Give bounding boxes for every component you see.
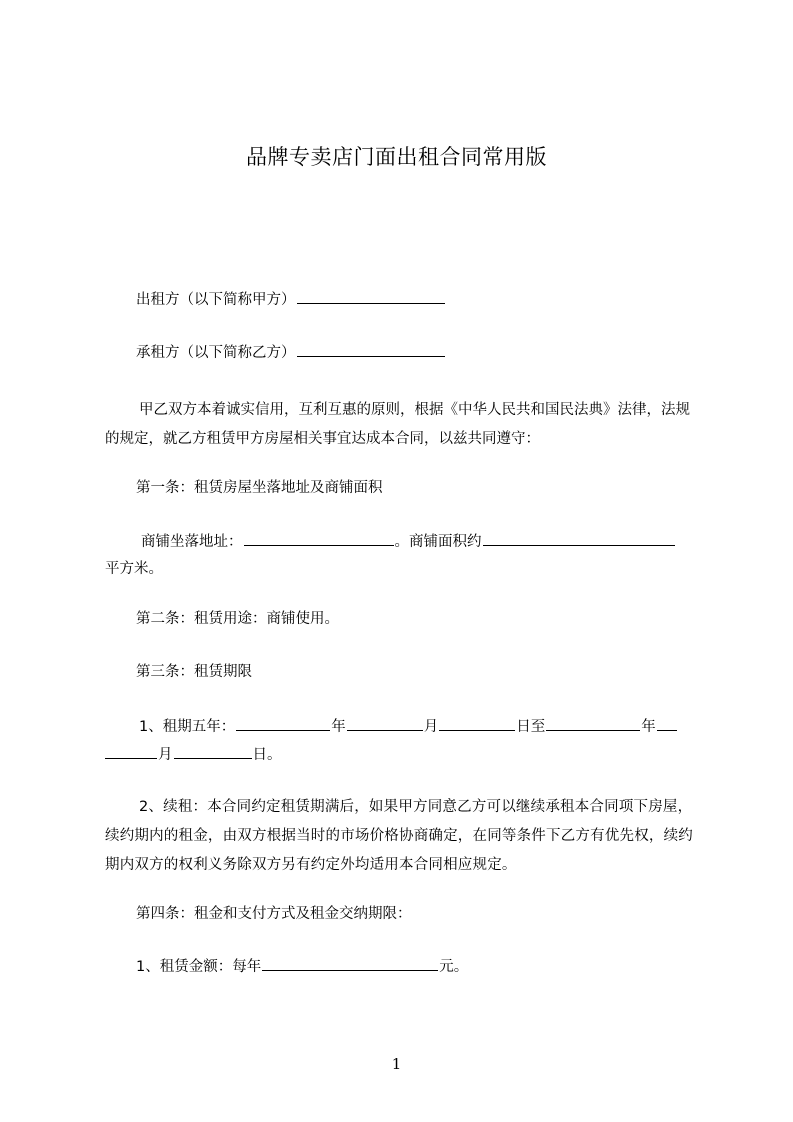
lessor-label: 出租方（以下简称甲方） xyxy=(136,292,296,308)
article4-heading: 第四条：租金和支付方式及租金交纳期限： xyxy=(136,906,412,922)
start-year-blank xyxy=(236,716,330,731)
lessor-blank xyxy=(297,289,445,304)
start-month-blank xyxy=(347,716,423,731)
rent-blank xyxy=(262,956,438,971)
term-label: 1、租期五年： xyxy=(139,719,236,735)
article1-line1 xyxy=(141,528,737,557)
area-label: 。商铺面积约 xyxy=(394,534,482,550)
address-blank xyxy=(244,531,394,546)
lessee-blank xyxy=(297,342,445,357)
lessee-line xyxy=(136,339,732,368)
area-unit: 平方米。 xyxy=(105,561,163,577)
rent-label: 1、租赁金额：每年 xyxy=(136,959,262,975)
article2-heading: 第二条：租赁用途：商铺使用。 xyxy=(136,611,339,627)
preamble-paragraph: 甲乙双方本着诚实信用，互利互惠的原则，根据《中华人民共和国民法典》法律，法规的规定，就乙方租赁甲方房屋相关事宜达成本合同，以兹共同遵守： xyxy=(105,402,690,447)
page-number: 1 xyxy=(391,1055,402,1073)
area-blank xyxy=(483,531,675,546)
rent-line xyxy=(136,953,732,982)
year-text: 年 xyxy=(331,719,346,735)
year-text-2: 年 xyxy=(641,719,656,735)
term-line1 xyxy=(139,713,735,742)
lessor-line xyxy=(136,286,732,315)
day-to-text: 日至 xyxy=(516,719,546,735)
term-line2 xyxy=(105,741,701,770)
renewal-paragraph: 2、续租：本合同约定租赁期满后，如果甲方同意乙方可以继续承租本合同项下房屋，续约期内的租金，由双方根据当时的市场价格协商确定，在同等条件下乙方有优先权，续约期内双方的权利义务除双方另有约定外均适用本合同相应规定。 xyxy=(105,799,693,873)
day-end-text: 日。 xyxy=(252,747,282,763)
month-text: 月 xyxy=(423,719,439,735)
end-day-blank xyxy=(174,744,252,759)
article1-heading: 第一条：租赁房屋坐落地址及商铺面积 xyxy=(136,480,383,496)
article3-heading: 第三条：租赁期限 xyxy=(136,664,252,680)
end-year-blank xyxy=(546,716,640,731)
lessee-label: 承租方（以下简称乙方） xyxy=(136,345,296,361)
end-month-blank-a xyxy=(657,716,677,731)
address-label: 商铺坐落地址： xyxy=(141,534,243,550)
rent-unit: 元。 xyxy=(439,959,469,975)
month-text-2: 月 xyxy=(158,747,173,763)
end-month-blank-b xyxy=(105,744,157,759)
document-title: 品牌专卖店门面出租合同常用版 xyxy=(246,145,547,169)
start-day-blank xyxy=(439,716,515,731)
